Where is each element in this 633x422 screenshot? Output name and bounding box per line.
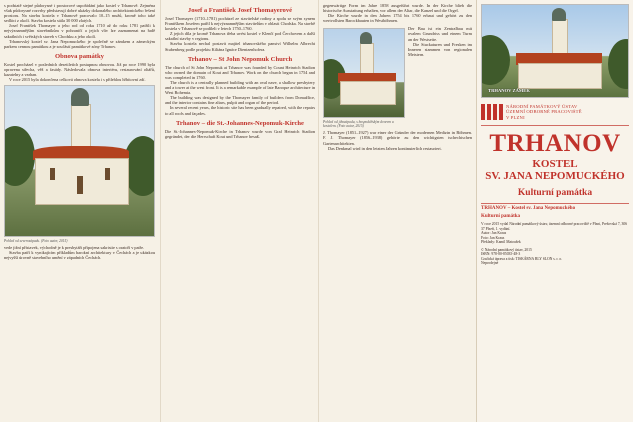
cover-subtitle-2: SV. JANA NEPOMUCKÉHO (485, 170, 625, 183)
copyright-line: © Národní památkový ústav, 2015 (481, 247, 532, 252)
column-3 (318, 0, 476, 422)
church-door (77, 176, 83, 194)
divider (481, 203, 629, 204)
paragraph: The building was designed by the Thomayer family of builders from Domažlice, and the interior contains fine altars, pulpit and organ of the period. (165, 95, 315, 106)
column-4-cover (476, 0, 633, 422)
paragraph: Z jejich díla je kromě Trhanova třeba uvést kostel v Klenčí pod Čerchovem a další sakrální stavby v regionu. (165, 31, 315, 42)
paragraph: The church is a centrally planned building with an oval nave, a shallow presbytery and a tower at the west front. It is a remarkable example of late Baroque architecture in West Bohemia. (165, 79, 315, 96)
npu-logo-icon (481, 104, 503, 120)
church-nave (340, 81, 396, 105)
tree (481, 35, 510, 85)
tower-cupola (71, 88, 89, 106)
copyright-line: ISBN: 978-80-85035-48-3 (481, 252, 521, 257)
paragraph: Stavba patří k vynikajícím příkladům barokní architektury v Čechách a je ukázkou nejvyšší úrovně stavebního umění v západních Čechách. (4, 250, 155, 261)
org-line: V PLZNI (506, 114, 525, 120)
paragraph: Trhanovský kostel sv. Jana Nepomuckého je společně se zámkem a zámeckým parkem cennou památkou a je součástí památkové zóny Trhanov. (4, 38, 155, 49)
window (50, 168, 55, 180)
copyright-line: Grafická úprava a tisk: TISKÁRNA BLY SLON s. r. o. (481, 256, 563, 261)
org-line: NÁRODNÍ PAMÁTKOVÝ ÚSTAV (506, 104, 578, 109)
paragraph: V roce 2015 byla dokončena celková obnova kostela i s přilehlou hřbitovní zdí. (9, 77, 146, 83)
section-heading-obnova: Obnova památky (55, 52, 104, 60)
section-heading-german: Trhanov – die St.-Johannes-Nepomuk-Kirche (176, 119, 304, 127)
paragraph: Kostel procházel v posledních desetiletích postupnou obnovou. Již po roce 1990 byla opravena střecha, věž a fasády. Následovala obnova interiéru, restaurování oltářů, kazatelny a varhan. (4, 61, 155, 78)
cover-subtitle-1: KOSTEL (532, 158, 578, 171)
paragraph: Josef Thomayer (1710–1781) pocházel ze stavitelské rodiny a spolu se svým synem Františkem Josefem patřil k nejvýznamnějším stavitelům v oblasti Chodska. Na stavbě kostela v Trhanově se podíleli v letech 1750–1760. (165, 16, 315, 32)
paragraph: vede jižní přístavek, východně je k presbytáři připojena sakristie s oratoří v patře. (4, 245, 145, 251)
paragraph: Der Bau ist ein Zentralbau mit ovalem Grundriss und einem Turm an der Westseite. (408, 26, 472, 42)
paragraph: In several recent years, the historic site has been gradually repaired, with the repairs to all roofs and façades. (165, 105, 315, 116)
paragraph: s podstatě stejné půdorysné i prostorové uspořádání jako kostel v Trhanově. Zejména však půdorysné rozvrhy představují dobré ukázky dokonalého architektonického řešení prostoru. Na stavbu kostela v Trhanově pracovalo 10–15 mužů, kromě toho také sedláci z okolí. Stavba kostela stála 30 000 zlatých. (4, 3, 155, 24)
side-text (408, 26, 472, 130)
back-title: TRHANOV – Kostel sv. Jana Nepomuckého (481, 206, 576, 212)
church-photo-northwest (4, 85, 155, 237)
section-heading-thomayer: Josef a František Josef Thomayerové (187, 7, 293, 14)
imprint-line: Překlady: Kamil Matoušek (481, 240, 521, 245)
imprint-line: Foto: Jan Kraus (481, 235, 505, 240)
npu-org-text (506, 104, 582, 120)
tree (4, 126, 35, 186)
paragraph: Die Stuckaturen und Fresken im Inneren stammen von regionalen Meistern. (408, 41, 472, 57)
photo-caption: Pohled od jihozápadu, s hospodářským dvorem a kostelem. (Foto autor, 2015) (323, 120, 394, 129)
paragraph: Die Kirche wurde in den Jahren 1754 bis 1760 erbaut und gehört zu den wertvollsten Barockbauten in Westböhmen. (323, 13, 472, 24)
window (105, 168, 110, 180)
paragraph: Josef František Thomayer a jeho rod od roku 1710 až do roku 1781 patřili k nejvýznamnějším stavebníkům v pohraničí a jejich vliv lze zaznamenat na řadě sakrálních i světských staveb v Chodsku a jeho okolí. (4, 23, 155, 39)
paragraph: The church of St John Nepomuk at Trhanov was founded by Count Heinrich Stadion who owned the domain of Kout and Trhanov. Work on the church began in 1754 and was completed in 1760. (165, 64, 315, 80)
photo-row (323, 26, 472, 130)
church-nave (518, 63, 602, 89)
cover-photo (481, 4, 629, 98)
church-photo-southwest (323, 28, 405, 118)
npu-logo-row (481, 104, 629, 120)
paragraph: Das Denkmal wird in den letzten Jahren kontinuierlich restauriert. (328, 145, 442, 151)
org-line: ÚZEMNÍ ODBORNÉ PRACOVIŠTĚ (506, 109, 582, 115)
column-1 (0, 0, 159, 422)
back-subtitle: Kulturní památka (481, 214, 521, 220)
tree (608, 39, 629, 89)
photo-label: TRHANOV ZÁMEK (488, 88, 530, 93)
imprint-line: V roce 2015 vydal Národní památkový ústav, územní odborné pracoviště v Plzni, Prešovská 7, 306 37 Plzeň, 1. vydání. (481, 222, 628, 231)
photo-block (323, 26, 405, 130)
photo-caption: Pohled od severozápadu. (Foto autor, 2015) (4, 239, 68, 244)
column-2 (160, 0, 318, 422)
imprint-line: Autor: Jan Kraus (481, 231, 507, 236)
tower-cupola (552, 8, 566, 21)
divider (481, 125, 629, 126)
copyright-line: Neprodejné (481, 261, 499, 266)
section-heading-english: Trhanov – St John Nepomuk Church (187, 55, 293, 63)
cover-series: Kulturní památka (517, 188, 593, 199)
paragraph: Stavbu kostela nechal postavit majitel trhanovského panství Wilhelm Albrecht Stubenberg podle projektu Kiliána Ignáce Dientzenhofera. (165, 41, 315, 52)
cover-title: TRHANOV (489, 130, 621, 158)
paragraph: Die St.-Johannes-Nepomuk-Kirche in Trhanov wurde von Graf Heinrich Stadion gegründet, der die Herrschaft Kout und Trhanov besaß. (165, 128, 315, 139)
paragraph: J. Thomayer (1851–1927) war einer der Gründer der modernen Medizin in Böhmen. F. J. Thomayer (1856–1938) gehörte zu den wichtigsten tschechischen Gartenarchitekten. (323, 130, 472, 146)
cover-title-block (481, 130, 629, 198)
tower-cupola (360, 32, 372, 44)
paragraph: gegenwärtige Form im Jahre 1858 ausgeführt wurde. In der Kirche blieb die historische Ausstattung erhalten, vor allem der Altar, die Kanzel und die Orgel. (323, 3, 472, 14)
